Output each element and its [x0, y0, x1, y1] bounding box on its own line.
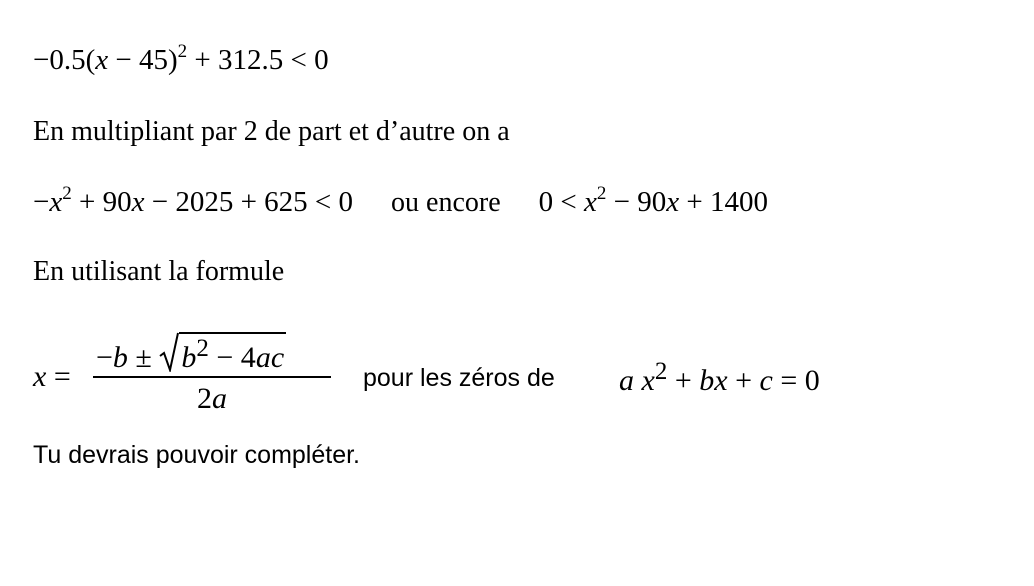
connector-pour-les-zeros: pour les zéros de: [363, 364, 555, 392]
expanded-inequality: $-x^2 + 90x - 2025 + 625 < 0$: [33, 183, 354, 218]
formula-numerator: −b ± $b^2 - 4ac$: [96, 332, 286, 375]
formula-denominator: 2a: [197, 382, 227, 415]
text-closing-remark: Tu devrais pouvoir compléter.: [33, 441, 361, 469]
fraction-bar: [93, 376, 331, 378]
formula-lhs: x =: [33, 360, 71, 393]
inequality-line-3: [33, 183, 768, 219]
inequality-line-1: $-0.5(x - 45)^2 + 312.5 < 0$: [33, 41, 329, 76]
connector-ou-encore: ou encore: [391, 187, 501, 218]
rearranged-inequality: $0 < x^2 - 90x + 1400$: [538, 183, 768, 218]
radical-sign-icon: [159, 332, 179, 372]
quadratic-equation: a $x^2$ + bx + c = 0: [619, 358, 820, 397]
text-multiply-by-two: En multipliant par 2 de part et d’autre on a: [33, 116, 510, 147]
square-root: $b^2 - 4ac$: [159, 332, 286, 375]
text-using-formula: En utilisant la formule: [33, 256, 285, 287]
